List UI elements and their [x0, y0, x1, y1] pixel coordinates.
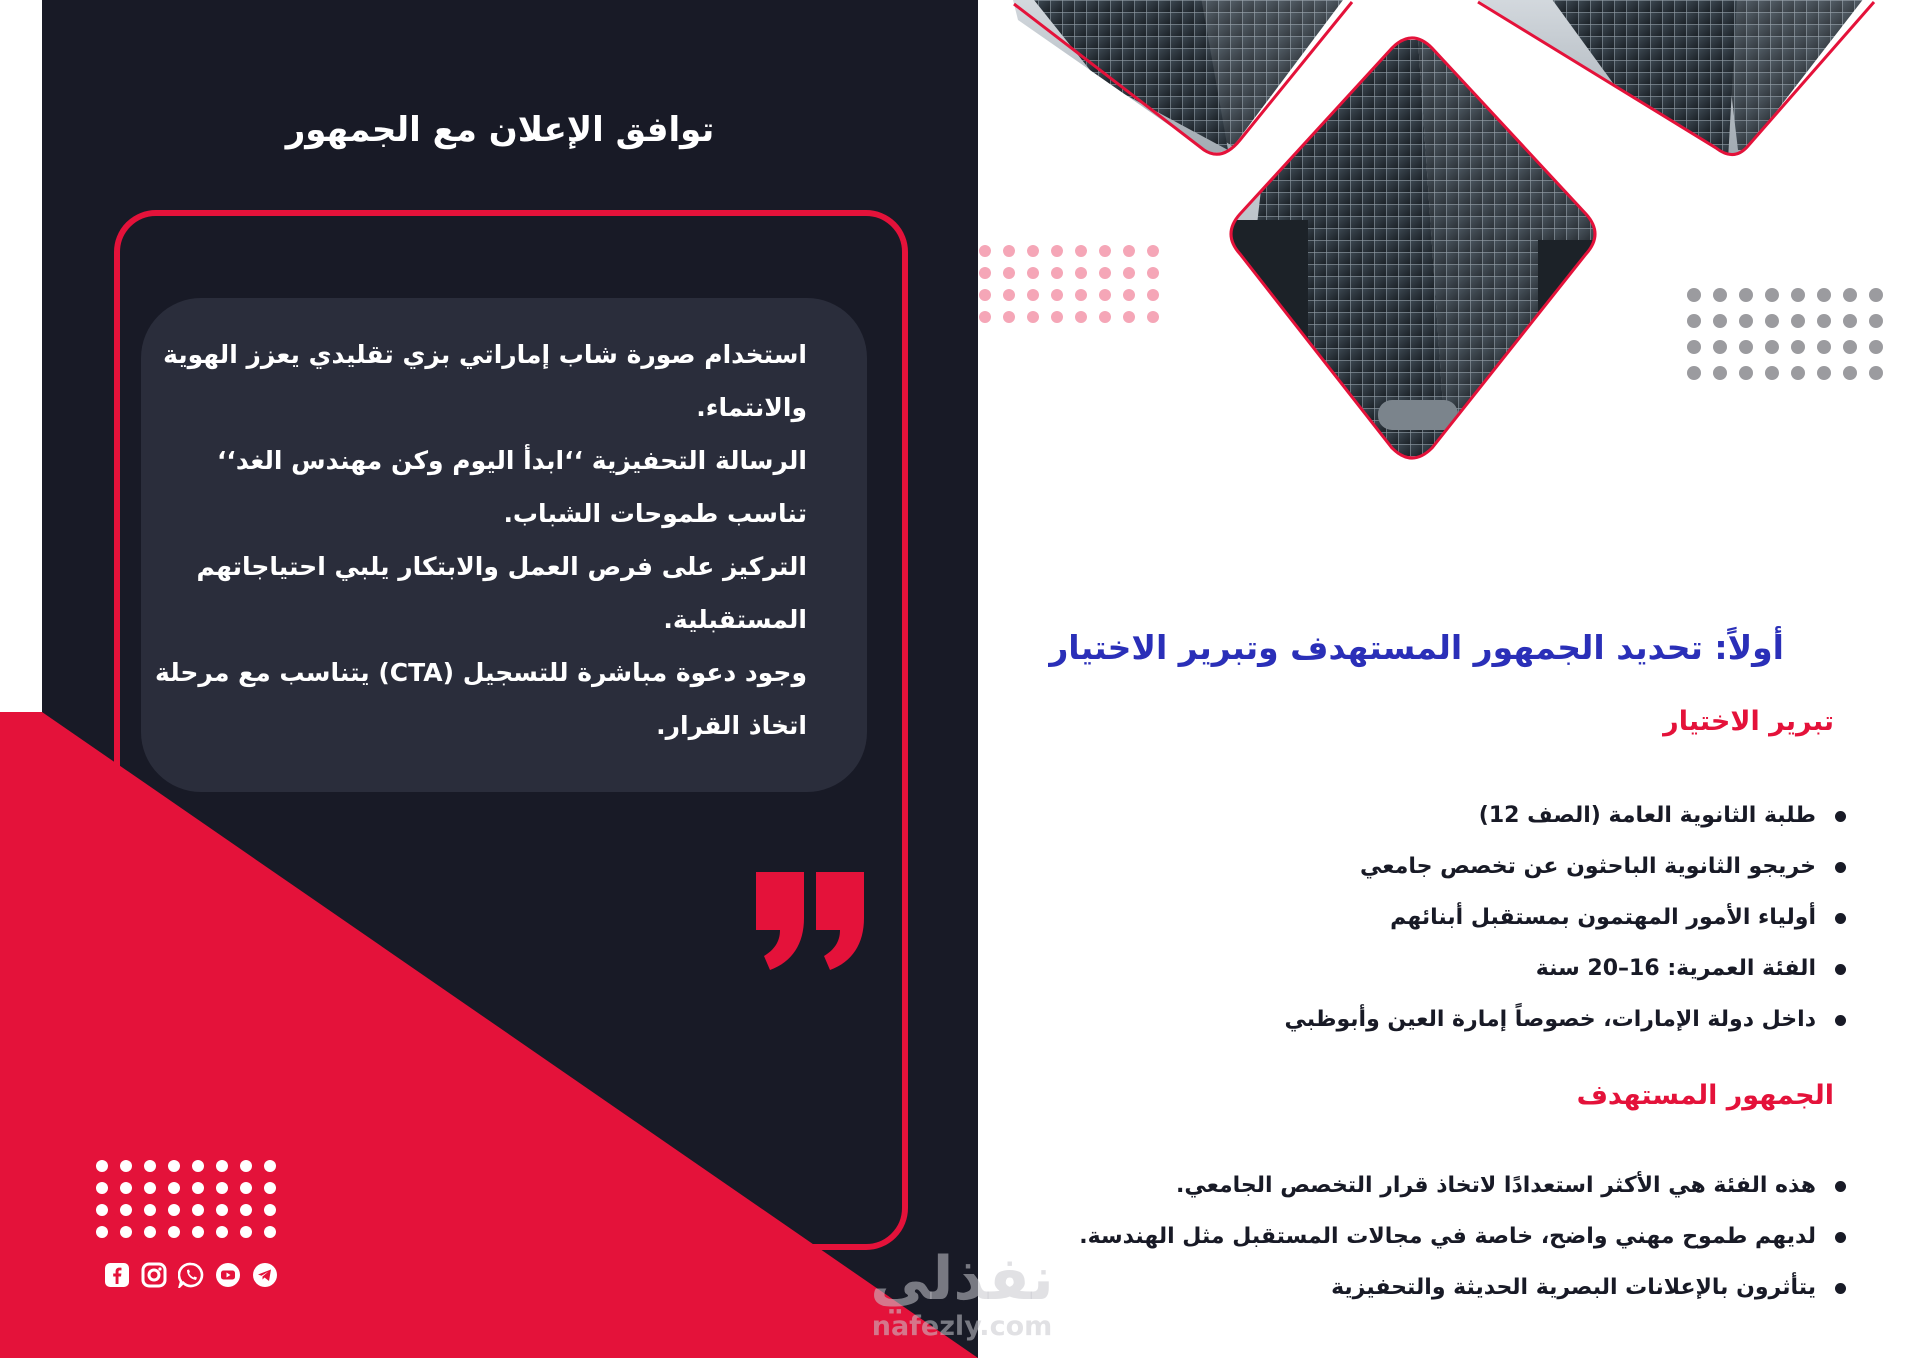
subheading-target-audience: الجمهور المستهدف: [1576, 1080, 1834, 1111]
list-item: أولياء الأمور المهتمون بمستقبل أبنائهم: [950, 892, 1850, 943]
pink-dots-pattern: [978, 243, 1178, 333]
telegram-icon[interactable]: [252, 1262, 278, 1288]
list-item: الفئة العمرية: 16–20 سنة: [950, 943, 1850, 994]
watermark-arabic: نفذلي: [870, 1244, 1054, 1314]
bullet-icon: [1835, 811, 1846, 822]
list-item: طلبة الثانوية العامة (الصف 12): [950, 790, 1850, 841]
list-item: لديهم طموح مهني واضح، خاصة في مجالات المستقبل مثل الهندسة.: [950, 1211, 1850, 1262]
compatibility-text-box: [141, 298, 867, 792]
paragraph-4: وجود دعوة مباشرة للتسجيل (CTA) يتناسب مع مرحلة اتخاذ القرار.: [155, 658, 807, 740]
bullet-icon: [1835, 913, 1846, 924]
watermark-latin: nafezly.com: [871, 1311, 1053, 1342]
quote-mark-icon: [752, 872, 868, 972]
target-audience-list: [950, 1160, 1850, 1313]
section-heading: أولاً: تحديد الجمهور المستهدف وتبرير الاختيار: [1049, 628, 1784, 667]
bullet-icon: [1835, 964, 1846, 975]
youtube-icon[interactable]: [215, 1262, 241, 1288]
facebook-icon[interactable]: [104, 1262, 130, 1288]
justification-list: [950, 790, 1850, 1045]
bullet-icon: [1835, 862, 1846, 873]
bullet-icon: [1835, 1181, 1846, 1192]
list-item: يتأثرون بالإعلانات البصرية الحديثة والتحفيزية: [950, 1262, 1850, 1313]
paragraph-2: الرسالة التحفيزية ‘‘ابدأ اليوم وكن مهندس الغد‘‘ تناسب طموحات الشباب.: [216, 446, 807, 528]
list-item: داخل دولة الإمارات، خصوصاً إمارة العين وأبوظبي: [950, 994, 1850, 1045]
building-photo-diamonds: [978, 0, 1920, 480]
bullet-icon: [1835, 1015, 1846, 1026]
gray-dots-pattern: [1686, 287, 1892, 387]
bullet-icon: [1835, 1232, 1846, 1243]
instagram-icon[interactable]: [141, 1262, 167, 1288]
white-dots-pattern: [94, 1158, 294, 1248]
nafezly-watermark: [852, 1246, 1072, 1342]
compatibility-text: [147, 328, 807, 752]
whatsapp-icon[interactable]: [178, 1262, 204, 1288]
subheading-justification: تبرير الاختيار: [1663, 706, 1834, 737]
social-icons: [104, 1262, 284, 1288]
paragraph-1: استخدام صورة شاب إماراتي بزي تقليدي يعزز الهوية والانتماء.: [163, 340, 807, 422]
list-item: هذه الفئة هي الأكثر استعدادًا لاتخاذ قرار التخصص الجامعي.: [950, 1160, 1850, 1211]
bullet-icon: [1835, 1283, 1846, 1294]
left-title: توافق الإعلان مع الجمهور: [285, 110, 715, 150]
list-item: خريجو الثانوية الباحثون عن تخصص جامعي: [950, 841, 1850, 892]
paragraph-3: التركيز على فرص العمل والابتكار يلبي احتياجاتهم المستقبلية.: [196, 552, 807, 634]
